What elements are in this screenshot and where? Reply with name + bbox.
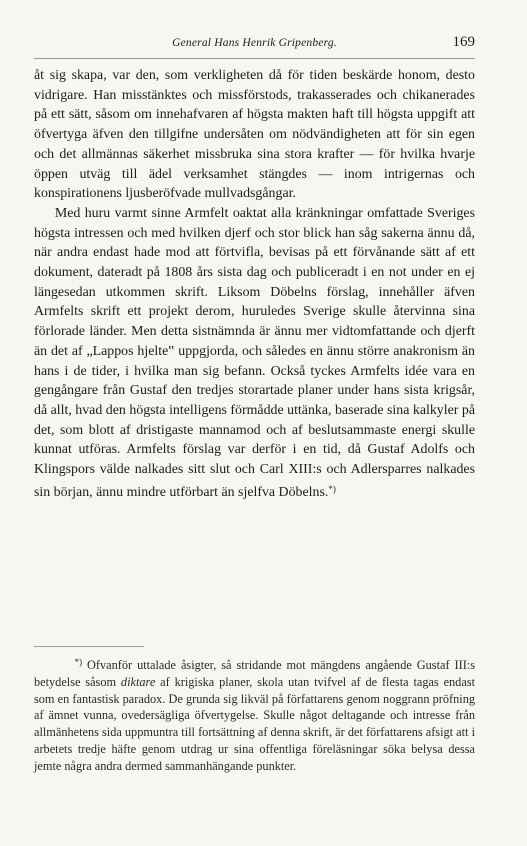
running-title: General Hans Henrik Gripenberg. [172,37,337,49]
footnote-rule [34,646,144,647]
page-number: 169 [452,34,475,50]
header-rule [34,58,475,59]
main-text [34,66,475,502]
paragraph-text: Med huru varmt sinne Armfelt oaktat alla kränkningar omfattade Sveriges högsta intressen och med hvilken djerf och stor blick han såg sakerna ännu då, när andra endast hade mod att förtvifla, bevisas på ett förvånande sätt af ett dokument, dateradt på 1808 års sista dag och publiceradt i en not under en ej längesedan utkommen skrift. Liksom Döbelns förslag, innehåller äfven Armfelts skrift ett projekt derom, huruledes Sverige skulle återvinna sina förlorade länder. Men detta sistnämnda är ännu mer vidtomfattande och djerft än det af „Lappos hjelte‟ uppgjorda, och således en ännu större anakronism än hans i de tider, i hvilka man sig befann. Också tyckes Armfelts idée vara en gengångare från Gustaf den tredjes storartade planer under hans sista krigsår, då allt, hvad den högsta intelligens förmådde uttänka, baserade sina kalkyler på det, som blott af dristigaste mannamod och af beslutsammaste energi skulle kunnat utföras. Armfelts förslag var derför i en tid, då Gustaf Adolfs och Klingspors välde nalkades sitt slut och Carl XIII:s och Adlersparres nalkades sin början, ännu mindre utförbart än sjelfva Döbelns. [34,205,475,500]
running-header [34,34,475,54]
footnote-reference: *) [328,483,336,494]
paragraph: åt sig skapa, var den, som verkligheten då för tiden beskärde honom, desto vidrigare. Han misstänktes och missförstods, trakasserades och chikanerades på ett sätt, såsom om innehafvaren af högsta makten haft till högsta uppgift att öfvertyga äfven den tillgifne undersåten om nödvändigheten att för sin egen och det allmännas säkerhet missbruka sina stora krafter — för hvilka hvarje öppen utväg till ädel verksamhet stängdes — inom intrigernas och konspirationens ljusberöfvade mullvadsgångar. [34,68,475,202]
footnote [34,654,475,775]
paragraph [34,204,475,503]
footnote-marker: *) [74,657,83,667]
footnote-emphasis: diktare [120,674,156,689]
footnote-text: af krigiska planer, skola utan tvifvel af de flesta tagas endast som en fantastisk paradox. De grunda sig likväl på författarens genom noggrann pröfning af ämnet vunna, ovedersägliga öfvertygelse. Skulle något deltagande och intresse från allmänhetens sida uppmuntra till fortsättning af denna skrift, är det författarens afsigt att i arbetets tredje häfte genom utdrag ur sina offentliga föreläsningar söka belysa dessa jemte några andra dermed sammanhängande punkter. [34,674,475,773]
footnote-text: Ofvanför uttalade åsigter, så stridande mot mängdens angående Gustaf III:s betydelse såsom [34,658,475,689]
